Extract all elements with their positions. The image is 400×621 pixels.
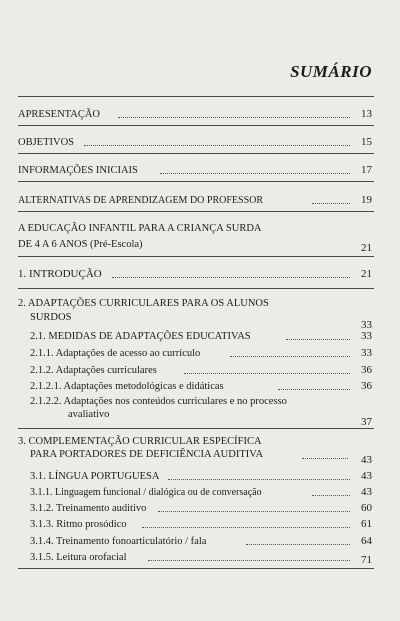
toc-entry-text: A EDUCAÇÃO INFANTIL PARA A CRIANÇA SURDA bbox=[18, 223, 262, 234]
toc-entry-text: 2.1.2.1. Adaptações metodológicas e didáticas bbox=[30, 381, 224, 392]
divider bbox=[18, 568, 374, 569]
toc-entry-text: 3.1.5. Leitura orofacial bbox=[30, 552, 127, 563]
divider bbox=[18, 428, 374, 429]
divider bbox=[18, 125, 374, 126]
toc-entry-page: 15 bbox=[361, 136, 372, 148]
toc-entry-text: 3.1.3. Ritmo prosódico bbox=[30, 519, 127, 530]
toc-entry-page: 21 bbox=[361, 242, 372, 254]
toc-entry-page: 13 bbox=[361, 108, 372, 120]
toc-entry-page: 43 bbox=[361, 454, 372, 466]
toc-entry-text-line2: DE 4 A 6 ANOS (Pré-Escola) bbox=[18, 239, 143, 250]
toc-entry-page: 61 bbox=[361, 518, 372, 530]
toc-entry-text: 2. ADAPTAÇÕES CURRICULARES PARA OS ALUNOS bbox=[18, 298, 269, 309]
dot-leader bbox=[302, 458, 348, 459]
toc-entry-page: 36 bbox=[361, 364, 372, 376]
toc-entry-text: 2.1.2. Adaptações curriculares bbox=[30, 365, 157, 376]
dot-leader bbox=[286, 339, 350, 340]
toc-entry-text: ALTERNATIVAS DE APRENDIZAGEM DO PROFESSOR bbox=[18, 195, 264, 206]
page-title: SUMÁRIO bbox=[290, 62, 372, 81]
dot-leader bbox=[118, 117, 350, 118]
dot-leader bbox=[142, 527, 350, 528]
divider bbox=[18, 153, 374, 154]
toc-entry-text: 2.1.1. Adaptações de acesso ao currículo bbox=[30, 348, 201, 359]
toc-entry-text-line2: avaliativo bbox=[68, 409, 110, 420]
dot-leader bbox=[312, 203, 350, 204]
toc-entry-text: 3. COMPLEMENTAÇÃO CURRICULAR ESPECÍFICA bbox=[18, 436, 262, 447]
dot-leader bbox=[148, 560, 350, 561]
toc-entry-text-line2: SURDOS bbox=[30, 312, 72, 323]
dot-leader bbox=[312, 495, 350, 496]
toc-entry-text: 3.1. LÍNGUA PORTUGUESA bbox=[30, 471, 160, 482]
dot-leader bbox=[278, 389, 350, 390]
toc-entry-text: INFORMAÇÕES INICIAIS bbox=[18, 165, 138, 176]
toc-entry-page: 33 bbox=[361, 347, 372, 359]
toc-entry-text-line2: PARA PORTADORES DE DEFICIÊNCIA AUDITIVA bbox=[30, 449, 264, 460]
dot-leader bbox=[184, 373, 350, 374]
toc-entry-page: 43 bbox=[361, 470, 372, 482]
dot-leader bbox=[160, 173, 350, 174]
toc-entry-page: 33 bbox=[361, 330, 372, 342]
toc-entry-text: 1. INTRODUÇÃO bbox=[18, 268, 102, 280]
toc-entry-page: 43 bbox=[361, 486, 372, 498]
toc-entry-page: 21 bbox=[361, 268, 372, 280]
dot-leader bbox=[246, 544, 350, 545]
toc-entry-page: 60 bbox=[361, 502, 372, 514]
toc-entry-page: 19 bbox=[361, 194, 372, 206]
toc-entry-page: 71 bbox=[361, 554, 372, 566]
toc-entry-page: 37 bbox=[361, 416, 372, 428]
toc-entry-page: 64 bbox=[361, 535, 372, 547]
divider bbox=[18, 181, 374, 182]
toc-entry-text: 3.1.1. Linguagem funcional / dialógica ou de conversação bbox=[30, 487, 262, 498]
divider bbox=[18, 211, 374, 212]
dot-leader bbox=[112, 277, 350, 278]
toc-entry-text: OBJETIVOS bbox=[18, 137, 75, 148]
toc-entry-text: 2.1. MEDIDAS DE ADAPTAÇÕES EDUCATIVAS bbox=[30, 331, 251, 342]
toc-entry-page: 17 bbox=[361, 164, 372, 176]
dot-leader bbox=[158, 511, 350, 512]
dot-leader bbox=[230, 356, 350, 357]
divider bbox=[18, 96, 374, 97]
dot-leader bbox=[84, 145, 350, 146]
divider bbox=[18, 288, 374, 289]
toc-entry-text: 3.1.4. Treinamento fonoarticulatório / fala bbox=[30, 536, 207, 547]
toc-entry-page: 36 bbox=[361, 380, 372, 392]
toc-entry-text: 2.1.2.2. Adaptações nos conteúdos curriculares e no processo bbox=[30, 396, 287, 407]
dot-leader bbox=[168, 479, 350, 480]
toc-entry-text: APRESENTAÇÃO bbox=[18, 109, 101, 120]
divider bbox=[18, 256, 374, 257]
toc-entry-text: 3.1.2. Treinamento auditivo bbox=[30, 503, 147, 514]
toc-entry-page: 33 bbox=[361, 319, 372, 331]
